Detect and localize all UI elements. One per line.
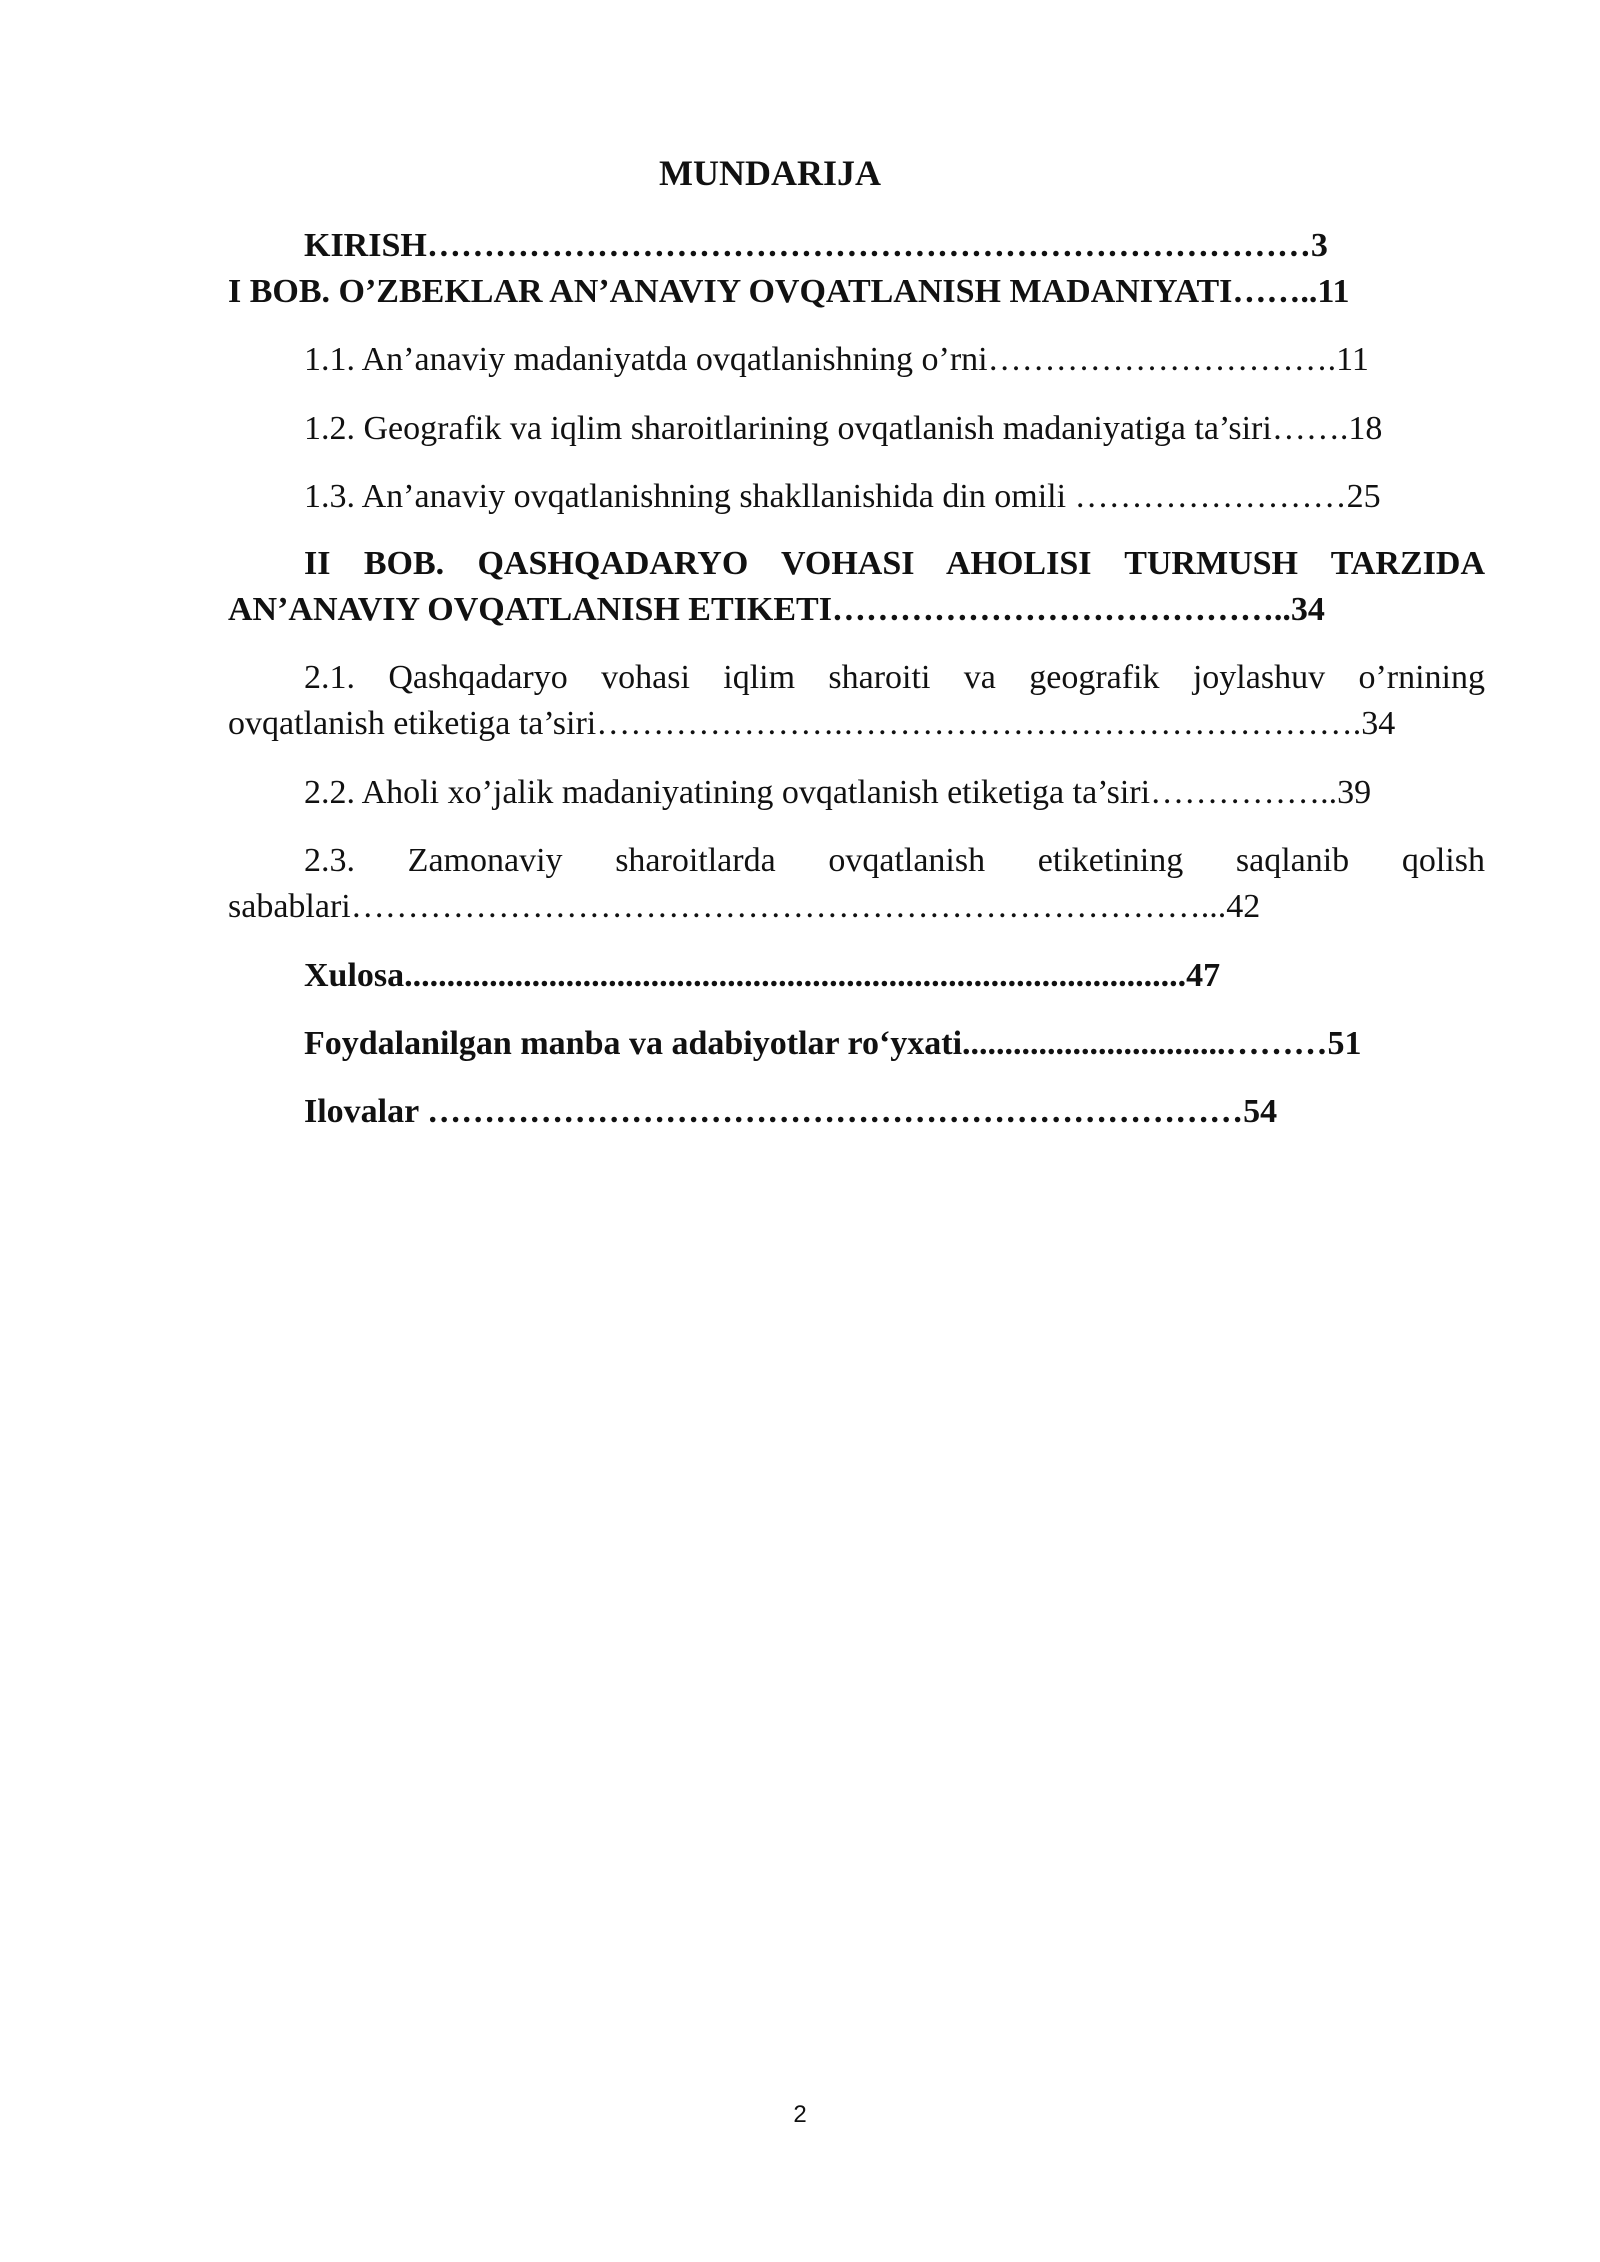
page-title: MUNDARIJA [659,153,881,193]
toc-entry-bibliography: Foydalanilgan manba va adabiyotlar ro‘yxati...............................………51 [304,1025,1362,1062]
toc-entry-chapter-2-line-2: AN’ANAVIY OVQATLANISH ETIKETI…………………………………..34 [228,591,1325,628]
page-number: 2 [793,2101,807,2128]
toc-entry-2-3-line-1: 2.3. Zamonaviy sharoitlarda ovqatlanish etiketining saqlanib qolish [304,842,1485,879]
toc-entry-xulosa: Xulosa............................................................................................47 [304,957,1221,994]
toc-entry-ilovalar: Ilovalar ………………………………………………………………54 [304,1093,1278,1130]
toc-entry-1-3: 1.3. An’anaviy ovqatlanishning shakllanishida din omili ……………………25 [304,478,1381,515]
toc-entry-2-3-line-2: sabablari…………………………………………………………………...42 [228,888,1261,925]
toc-entry-kirish: KIRISH……………………………………………………………………3 [304,227,1328,264]
toc-entry-1-1: 1.1. An’anaviy madaniyatda ovqatlanishning o’rni………………………….11 [304,341,1369,378]
toc-entry-chapter-2-line-1: II BOB. QASHQADARYO VOHASI AHOLISI TURMUSH TARZIDA [304,545,1485,582]
toc-entry-chapter-1: I BOB. O’ZBEKLAR AN’ANAVIY OVQATLANISH MADANIYATI……..11 [228,273,1350,310]
toc-entry-2-1-line-2: ovqatlanish etiketiga ta’siri………………….……………………………………….34 [228,705,1396,742]
toc-entry-2-1-line-1: 2.1. Qashqadaryo vohasi iqlim sharoiti va geografik joylashuv o’rnining [304,659,1485,696]
toc-entry-2-2: 2.2. Aholi xo’jalik madaniyatining ovqatlanish etiketiga ta’siri……………..39 [304,774,1372,811]
toc-entry-1-2: 1.2. Geografik va iqlim sharoitlarining ovqatlanish madaniyatiga ta’siri…….18 [304,410,1383,447]
